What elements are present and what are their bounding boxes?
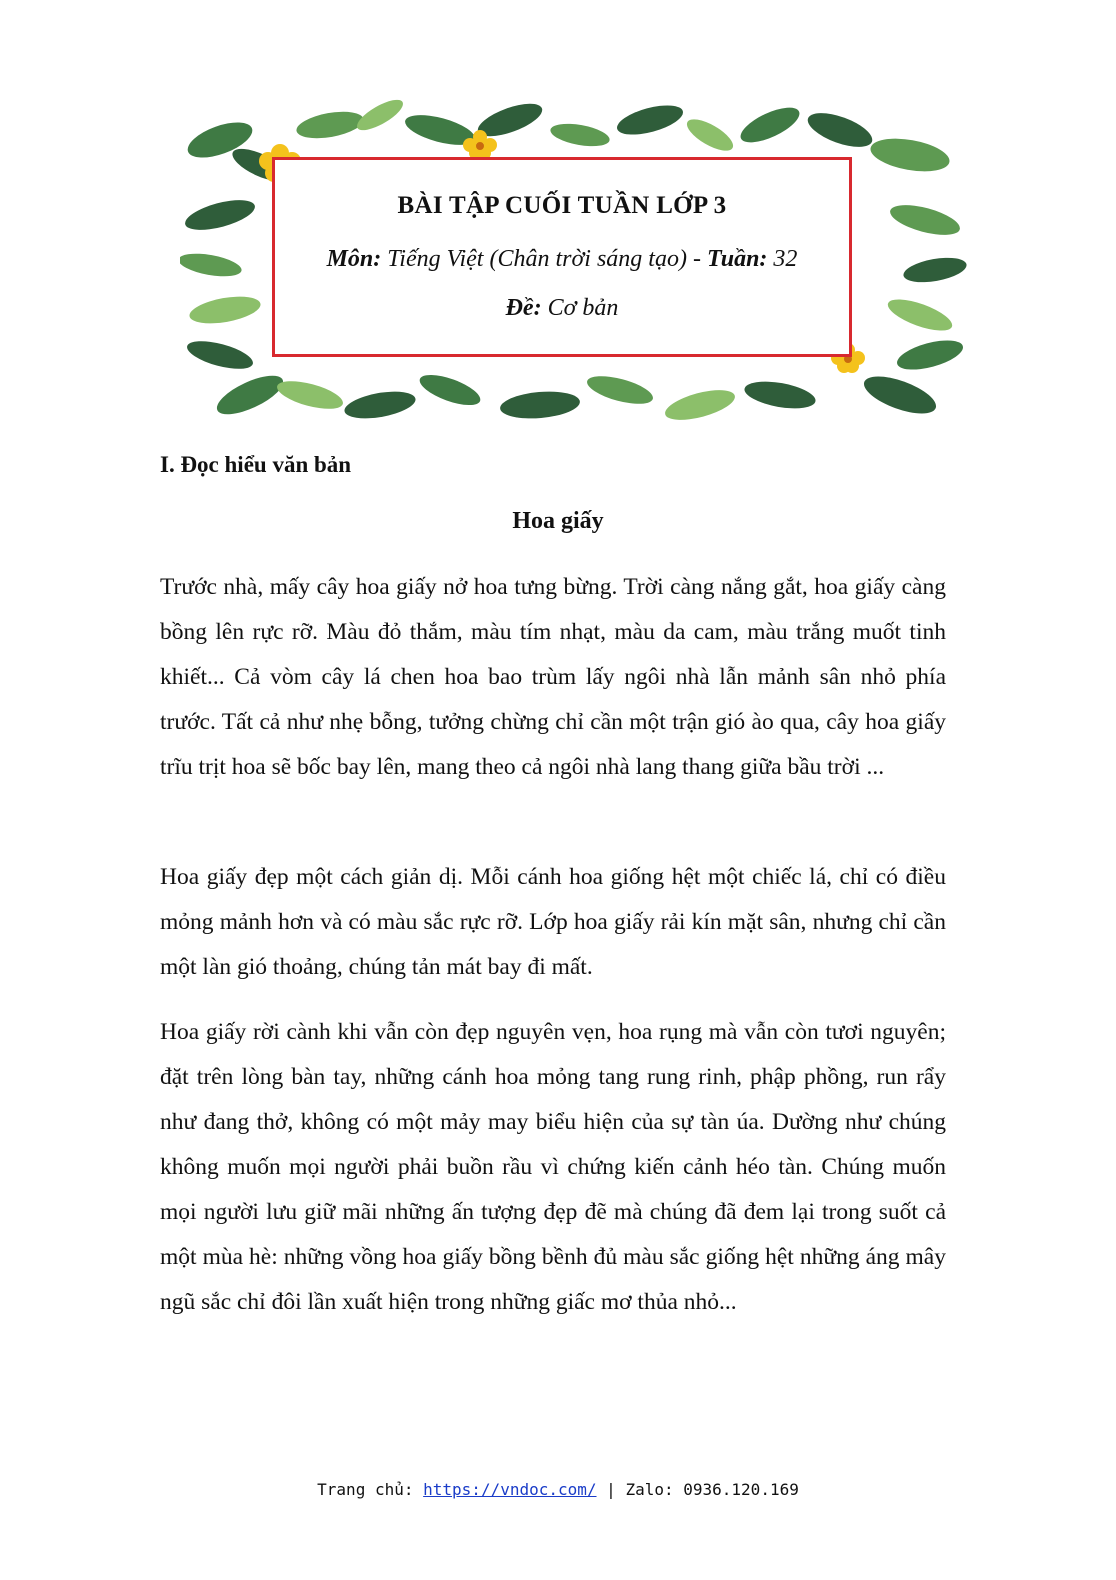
section-heading: I. Đọc hiểu văn bản xyxy=(160,452,352,477)
footer-divider: | xyxy=(606,1480,616,1499)
week-label: Tuần: xyxy=(706,246,768,272)
home-link[interactable]: https://vndoc.com/ xyxy=(423,1480,597,1499)
subject-line xyxy=(327,246,798,273)
zalo-number: 0936.120.169 xyxy=(683,1480,799,1499)
paragraph-1: Trước nhà, mấy cây hoa giấy nở hoa tưng bừng. Trời càng nắng gắt, hoa giấy càng bồng lên rực rỡ. Màu đỏ thắm, màu tím nhạt, màu da cam, màu trắng muốt tinh khiết... Cả vòm cây lá chen hoa bao trùm lấy ngôi nhà lẫn mảnh sân nhỏ phía trước. Tất cả như nhẹ bỗng, tưởng chừng chỉ cần một trận gió ào qua, cây hoa giấy trĩu trịt hoa sẽ bốc bay lên, mang theo cả ngôi nhà lang thang giữa bầu trời ... xyxy=(160,574,946,780)
header-frame xyxy=(180,95,970,435)
week-value: 32 xyxy=(773,246,798,272)
level-line xyxy=(506,295,619,322)
paragraph-3: Hoa giấy rời cành khi vẫn còn đẹp nguyên vẹn, hoa rụng mà vẫn còn tươi nguyên; đặt trên lòng bàn tay, những cánh hoa mỏng tang rung rinh, phập phồng, run rẩy như đang thở, không có một mảy may biểu hiện của sự tàn úa. Dường như chúng không muốn mọi người phải buồn rầu vì chứng kiến cảnh héo tàn. Chúng muốn mọi người lưu giữ mãi những ấn tượng đẹp đẽ mà chúng đã đem lại trong suốt cả một mùa hè: những vồng hoa giấy bồng bềnh đủ màu sắc giống hệt những áng mây ngũ sắc chỉ đôi lần xuất hiện trong những giấc mơ thủa nhỏ... xyxy=(160,1019,946,1315)
subject-value: Tiếng Việt (Chân trời sáng tạo) xyxy=(387,246,687,272)
worksheet-title: BÀI TẬP CUỐI TUẦN LỚP 3 xyxy=(397,192,727,219)
level-label: Đề: xyxy=(505,295,542,321)
paragraph-2: Hoa giấy đẹp một cách giản dị. Mỗi cánh hoa giống hệt một chiếc lá, chỉ có điều mỏng mảnh hơn và có màu sắc rực rỡ. Lớp hoa giấy rải kín mặt sân, nhưng chỉ cần một làn gió thoảng, chúng tản mát bay đi mất. xyxy=(160,864,946,980)
level-value: Cơ bản xyxy=(547,295,619,321)
separator: - xyxy=(692,246,701,272)
home-label: Trang chủ: xyxy=(317,1480,414,1499)
title-box xyxy=(272,157,852,357)
zalo-label: Zalo: xyxy=(625,1480,674,1499)
story-title: Hoa giấy xyxy=(512,508,604,534)
footer xyxy=(0,1480,1116,1499)
subject-label: Môn: xyxy=(326,246,382,272)
